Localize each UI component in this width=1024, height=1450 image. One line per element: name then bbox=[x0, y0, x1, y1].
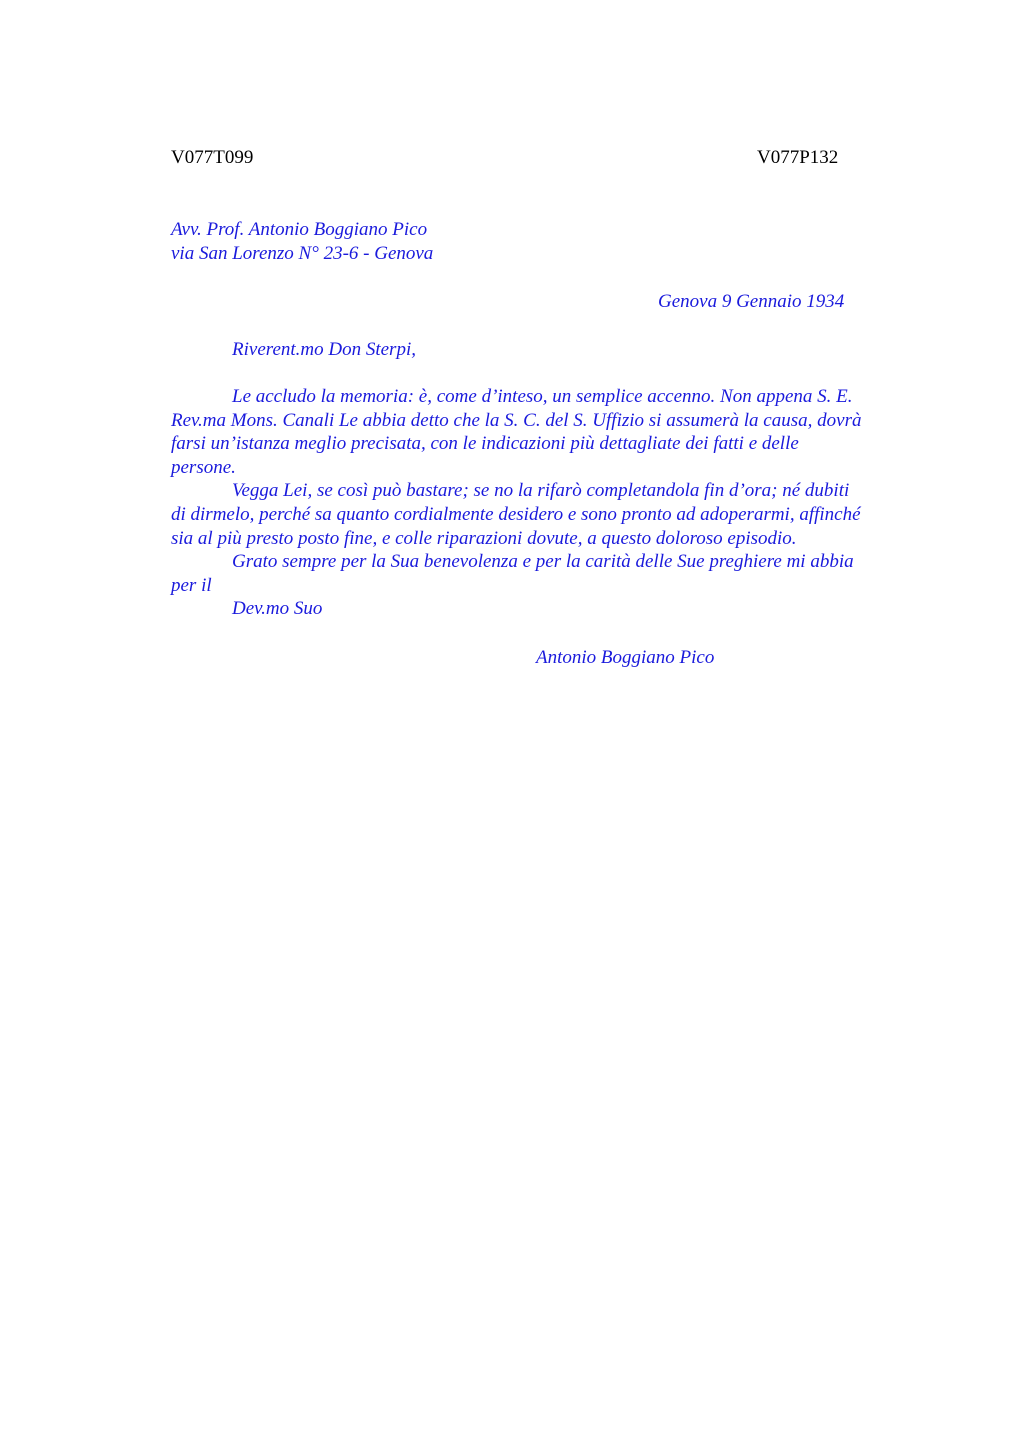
signature: Antonio Boggiano Pico bbox=[536, 647, 715, 668]
body-line: Rev.ma Mons. Canali Le abbia detto che la S. C. del S. Uffizio si assumerà la causa, dovrà bbox=[171, 409, 862, 431]
closing: Dev.mo Suo bbox=[232, 598, 323, 620]
body-line: persone. bbox=[171, 456, 236, 478]
body-line: Vegga Lei, se così può bastare; se no la rifarò completandola fin d’ora; né dubiti bbox=[232, 480, 850, 502]
salutation: Riverent.mo Don Sterpi, bbox=[232, 339, 416, 360]
body-line: Grato sempre per la Sua benevolenza e per la carità delle Sue preghiere mi abbia bbox=[232, 551, 854, 573]
letter-date: Genova 9 Gennaio 1934 bbox=[658, 291, 845, 312]
document-reference-left: V077T099 bbox=[171, 147, 254, 168]
sender-address: via San Lorenzo N° 23-6 - Genova bbox=[171, 242, 434, 264]
body-line: farsi un’istanza meglio precisata, con le indicazioni più dettagliate dei fatti e delle bbox=[171, 433, 799, 455]
sender-block bbox=[171, 218, 433, 265]
body-line: Le accludo la memoria: è, come d’inteso, un semplice accenno. Non appena S. E. bbox=[232, 386, 853, 407]
sender-name: Avv. Prof. Antonio Boggiano Pico bbox=[171, 219, 428, 240]
body-line: sia al più presto posto fine, e colle riparazioni dovute, a questo doloroso episodio. bbox=[171, 527, 797, 549]
body-line: di dirmelo, perché sa quanto cordialmente desidero e sono pronto ad adoperarmi, affinché bbox=[171, 503, 861, 525]
letter-body bbox=[171, 385, 931, 621]
document-reference-right: V077P132 bbox=[757, 147, 839, 168]
body-line: per il bbox=[171, 574, 212, 596]
